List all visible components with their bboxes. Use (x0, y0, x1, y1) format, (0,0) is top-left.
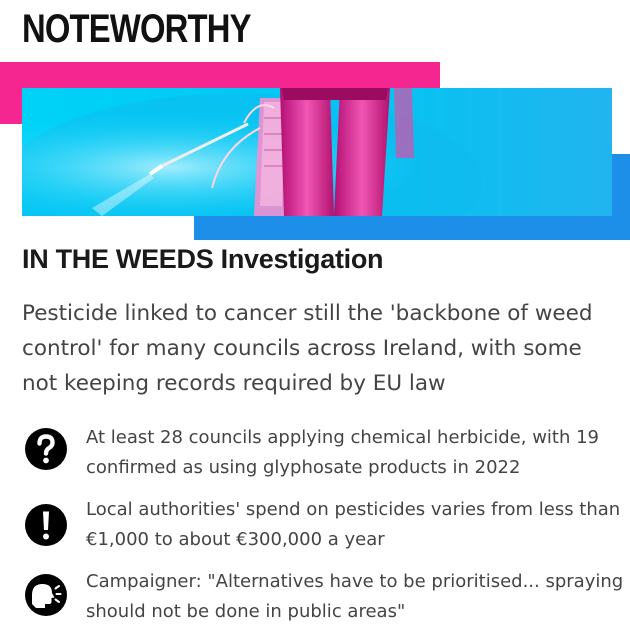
speaking-head-icon (24, 573, 68, 617)
key-point-text: At least 28 councils applying chemical herbicide, with 19 confirmed as using glyphosate products in 2022 (86, 427, 600, 478)
article-heading: IN THE WEEDS Investigation (22, 244, 384, 274)
noteworthy-logo: NOTEWORTHY (22, 7, 251, 51)
key-point-text: Local authorities' spend on pesticides varies from less than €1,000 to about €300,000 a year (86, 499, 621, 550)
key-point (22, 567, 622, 637)
article-lede: Pesticide linked to cancer still the 'backbone of weed control' for many councils across Ireland, with some not keeping records required by EU law (22, 301, 593, 396)
key-point-text: Campaigner: "Alternatives have to be prioritised... spraying should not be done in public areas" (86, 571, 624, 622)
exclamation-mark-icon (24, 503, 68, 547)
key-point (22, 423, 622, 493)
question-mark-icon (24, 427, 68, 471)
hero-image (22, 88, 612, 216)
hero-banner (0, 62, 630, 242)
pesticide-spraying-illustration (22, 88, 612, 216)
key-point (22, 495, 622, 565)
